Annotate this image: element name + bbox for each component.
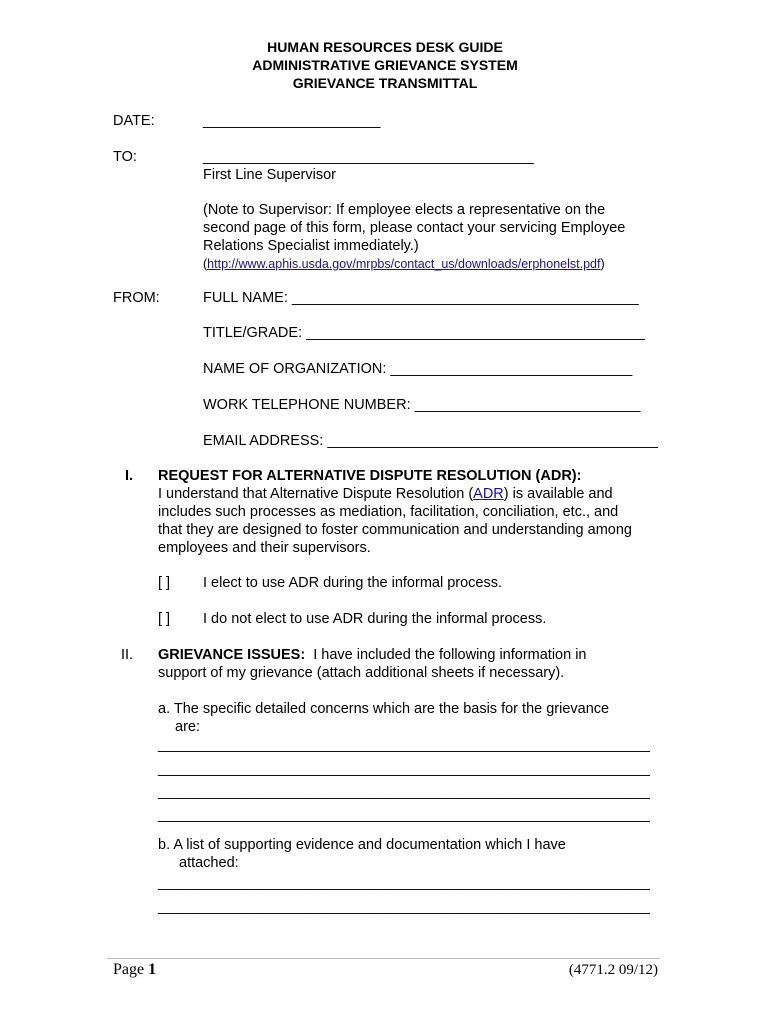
concerns-blank-4[interactable]: _____________________________________________________________ xyxy=(158,807,650,823)
to-field[interactable]: _________________________________________ xyxy=(203,149,534,165)
adr-decline-checkbox[interactable]: [ ] xyxy=(158,611,171,627)
email-field[interactable]: EMAIL ADDRESS: _________________________________________ xyxy=(203,433,658,449)
section-1-text-line-4: employees and their supervisors. xyxy=(158,540,371,556)
header-line-3: GRIEVANCE TRANSMITTAL xyxy=(292,75,478,91)
title-grade-field[interactable]: TITLE/GRADE: __________________________________________ xyxy=(203,325,645,341)
organization-field[interactable]: NAME OF ORGANIZATION: ______________________________ xyxy=(203,361,633,377)
section-2-intro: I have included the following information in xyxy=(305,647,587,663)
supervisor-note-line-1: (Note to Supervisor: If employee elects a representative on the xyxy=(203,202,606,218)
contact-link-line xyxy=(203,255,605,273)
section-2-heading: GRIEVANCE ISSUES: xyxy=(158,647,306,663)
erphonelist-link[interactable]: http://www.aphis.usda.gov/mrpbs/contact_us/downloads/erphonelst.pdf xyxy=(207,257,601,271)
link-close-paren: ) xyxy=(600,257,605,271)
item-a-line-2: are: xyxy=(175,719,200,735)
supervisor-note-line-3: Relations Specialist immediately.) xyxy=(203,238,419,254)
adr-text-pre: I understand that Alternative Dispute Resolution ( xyxy=(158,486,474,502)
section-1-heading: REQUEST FOR ALTERNATIVE DISPUTE RESOLUTION (ADR): xyxy=(158,468,582,484)
concerns-blank-1[interactable]: _____________________________________________________________ xyxy=(158,737,650,753)
concerns-blank-3[interactable]: _____________________________________________________________ xyxy=(158,784,650,800)
adr-link[interactable]: ADR xyxy=(473,486,504,502)
date-label: DATE: xyxy=(113,113,155,129)
header-line-2: ADMINISTRATIVE GRIEVANCE SYSTEM xyxy=(252,57,518,73)
work-telephone-field[interactable]: WORK TELEPHONE NUMBER: ____________________________ xyxy=(203,397,641,413)
adr-text-post: ) is available and xyxy=(503,486,613,502)
form-code: (4771.2 09/12) xyxy=(568,962,658,978)
full-name-field[interactable]: FULL NAME: ___________________________________________ xyxy=(203,290,639,306)
section-2-text-line-1 xyxy=(158,646,587,664)
adr-decline-label: I do not elect to use ADR during the informal process. xyxy=(203,611,547,627)
page-label: Page xyxy=(113,961,149,978)
section-1-text-line-3: that they are designed to foster communication and understanding among xyxy=(158,522,632,538)
concerns-blank-2[interactable]: _____________________________________________________________ xyxy=(158,761,650,777)
item-b-line-2: attached: xyxy=(179,855,239,871)
to-caption: First Line Supervisor xyxy=(203,167,336,183)
section-2-text-line-2: support of my grievance (attach additional sheets if necessary). xyxy=(158,665,565,681)
header-line-1: HUMAN RESOURCES DESK GUIDE xyxy=(267,39,503,55)
item-b-line-1: b. A list of supporting evidence and documentation which I have xyxy=(158,837,566,853)
section-1-text-line-1 xyxy=(158,485,613,503)
evidence-blank-2[interactable]: _____________________________________________________________ xyxy=(158,899,650,915)
form-header xyxy=(0,38,770,92)
item-a-line-1: a. The specific detailed concerns which are the basis for the grievance xyxy=(158,701,610,717)
date-field[interactable]: ______________________ xyxy=(203,113,381,129)
page-number-value: 1 xyxy=(148,961,157,978)
section-1-numeral: I. xyxy=(125,468,134,484)
from-label: FROM: xyxy=(113,290,160,306)
supervisor-note-line-2: second page of this form, please contact your servicing Employee xyxy=(203,220,626,236)
section-2-numeral: II. xyxy=(121,647,134,663)
page-number xyxy=(113,960,156,980)
link-open-paren: ( xyxy=(203,257,208,271)
evidence-blank-1[interactable]: _____________________________________________________________ xyxy=(158,875,650,891)
adr-elect-label: I elect to use ADR during the informal process. xyxy=(203,575,503,591)
to-label: TO: xyxy=(113,149,137,165)
adr-elect-checkbox[interactable]: [ ] xyxy=(158,575,171,591)
section-1-text-line-2: includes such processes as mediation, facilitation, conciliation, etc., and xyxy=(158,504,619,520)
footer-divider xyxy=(107,958,660,959)
